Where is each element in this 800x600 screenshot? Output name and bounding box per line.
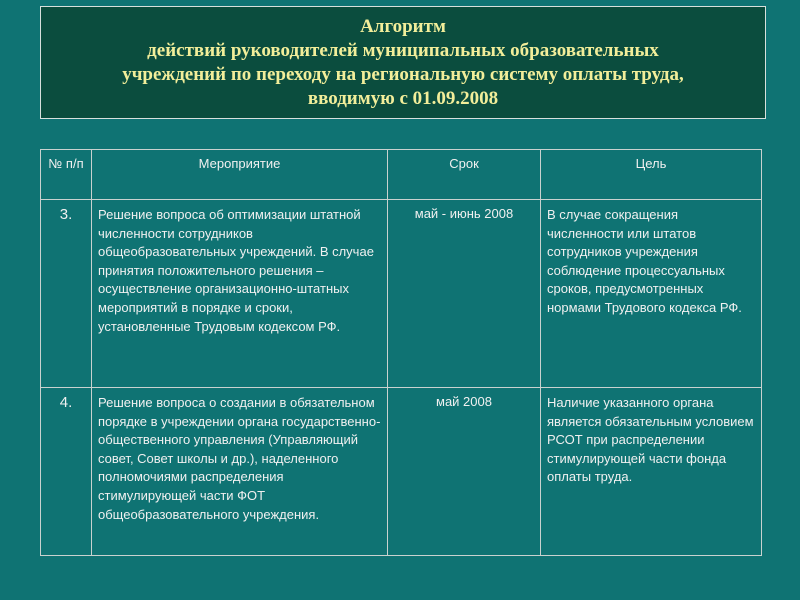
- header-term: Срок: [388, 150, 541, 200]
- table-header-row: [41, 150, 762, 200]
- row-term: май - июнь 2008: [388, 200, 541, 388]
- title-box: [40, 6, 766, 119]
- row-number: 4.: [41, 388, 92, 556]
- header-number: № п/п: [41, 150, 92, 200]
- title-line-1: Алгоритм: [360, 15, 446, 37]
- title-line-4: вводимую с 01.09.2008: [307, 87, 499, 109]
- header-activity: Мероприятие: [92, 150, 388, 200]
- row-activity: Решение вопроса об оптимизации штатной численности сотрудников общеобразовательных учреждений. В случае принятия положительного решения – осуществление организационно-штатных мероприятий в порядке и сроки, установленные Трудовым кодексом РФ.: [92, 200, 388, 388]
- title-line-2: действий руководителей муниципальных образовательных: [147, 39, 659, 61]
- row-goal: Наличие указанного органа является обязательным условием РСОТ при распределении стимулирующей части фонда оплаты труда.: [541, 388, 762, 556]
- row-term: май 2008: [388, 388, 541, 556]
- table-row: [41, 200, 762, 388]
- row-goal: В случае сокращения численности или штатов сотрудников учреждения соблюдение процессуальных сроков, предусмотренных нормами Трудового кодекса РФ.: [541, 200, 762, 388]
- table-row: [41, 388, 762, 556]
- title-line-3: учреждений по переходу на региональную систему оплаты труда,: [122, 63, 684, 85]
- algorithm-table: [40, 149, 762, 556]
- row-activity: Решение вопроса о создании в обязательном порядке в учреждении органа государственно-общественного управления (Управляющий совет, Совет школы и др.), наделенного полномочиями распределения стимулирующей части ФОТ общеобразовательного учреждения.: [92, 388, 388, 556]
- row-number: 3.: [41, 200, 92, 388]
- header-goal: Цель: [541, 150, 762, 200]
